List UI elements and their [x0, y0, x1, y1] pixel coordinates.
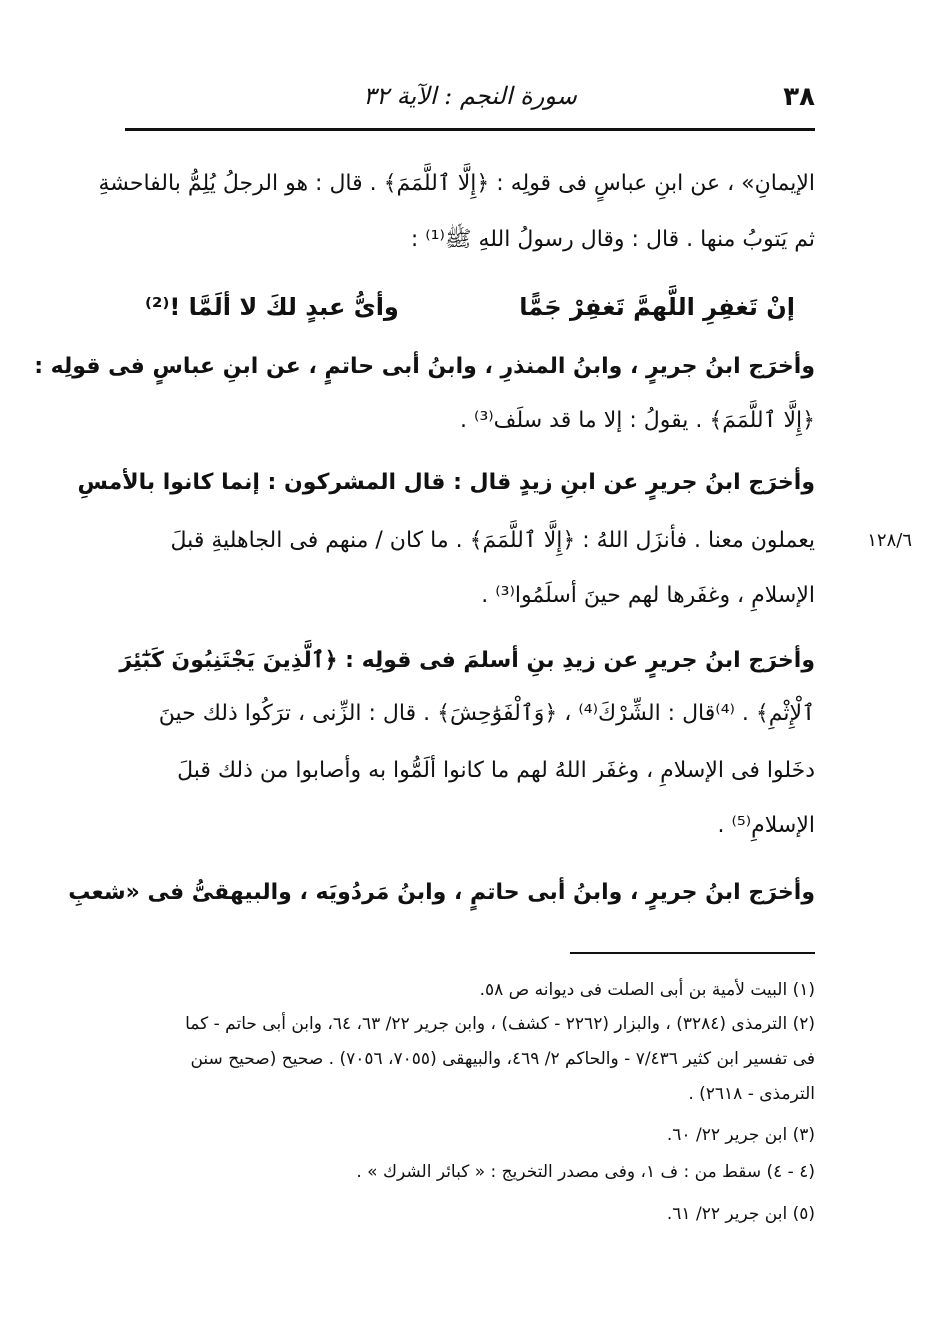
body-line: ﴿إِلَّا ٱللَّمَمَ﴾ . يقولُ : إلا ما قد سلَف⁽³⁾ .: [460, 408, 815, 433]
body-line: يعملون معنا . فأنزَل اللهُ : ﴿إِلَّا ٱللَّمَمَ﴾ . ما كان / منهم فى الجاهليةِ قبلَ: [170, 528, 815, 553]
poetry-verse: [125, 285, 815, 329]
body-line: ٱلْإِثْمِ﴾ . ⁽⁴⁾قال : الشِّرْكَ⁽⁴⁾ ، ﴿وَٱلْفَوَٰحِشَ﴾ . قال : الزِّنى ، ترَكُوا ذلك حينَ: [158, 701, 815, 726]
body-line: الإسلامِ ، وغفَرها لهم حينَ أسلَمُوا⁽³⁾ .: [481, 583, 815, 608]
body-line: وأخرَج ابنُ جريرٍ عن زيدِ بنِ أسلمَ فى قولِه : ﴿ٱلَّذِينَ يَجْتَنِبُونَ كَبَٰٓئِرَ: [119, 648, 815, 673]
footnote: (٢) الترمذى (٣٢٨٤) ، والبزار (٢٢٦٢ - كشف) ، وابن جرير ٢٢/ ٦٣، ٦٤، وابن أبى حاتم - كما: [185, 1014, 815, 1034]
footnote: (١) البيت لأمية بن أبى الصلت فى ديوانه ص ٥٨.: [479, 980, 815, 1000]
verse-hemistich-first: إنْ تَغفِرِ اللَّهمَّ تَغفِرْ جَمًّا: [519, 293, 795, 321]
footnote-rule: [570, 952, 815, 954]
body-line: الإسلامِ⁽⁵⁾ .: [717, 813, 815, 838]
running-title: سورة النجم : الآية ٣٢: [363, 82, 577, 110]
body-line: ثم يَتوبُ منها . قال : وقال رسولُ اللهِ ﷺ⁽¹⁾ :: [410, 227, 815, 252]
body-line: وأخرَج ابنُ جريرٍ ، وابنُ المنذرِ ، وابنُ أبى حاتمٍ ، عن ابنِ عباسٍ فى قولِه :: [34, 354, 815, 379]
body-line: وأخرَج ابنُ جريرٍ ، وابنُ أبى حاتمٍ ، وابنُ مَردُويَه ، والبيهقىُّ فى «شعبِ: [68, 880, 815, 905]
page-number: ٣٨: [783, 82, 815, 112]
footnote: فى تفسير ابن كثير ٧/٤٣٦ - والحاكم ٢/ ٤٦٩، والبيهقى (٧٠٥٥، ٧٠٥٦) . صحيح (صحيح سنن: [190, 1049, 815, 1069]
footnote: الترمذى - ٢٦١٨) .: [688, 1084, 815, 1104]
body-line: وأخرَج ابنُ جريرٍ عن ابنِ زيدٍ قال : قال المشركون : إنما كانوا بالأمسِ: [77, 470, 815, 495]
margin-reference: ١٢٨/٦: [867, 530, 912, 551]
body-line: الإيمانِ» ، عن ابنِ عباسٍ فى قولِه : ﴿إِلَّا ٱللَّمَمَ﴾ . قال : هو الرجلُ يُلِمُّ بالفاحشةِ: [98, 171, 815, 196]
footnote: (٣) ابن جرير ٢٢/ ٦٠.: [666, 1125, 815, 1145]
footnote: (٥) ابن جرير ٢٢/ ٦١.: [666, 1204, 815, 1224]
footnote: (٤ - ٤) سقط من : ف ١، وفى مصدر التخريج : « كبائر الشرك » .: [356, 1162, 815, 1182]
page-header: [125, 78, 815, 118]
body-line: دخَلوا فى الإسلامِ ، وغفَر اللهُ لهم ما كانوا ألَمُّوا به وأصابوا من ذلك قبلَ: [177, 758, 815, 783]
verse-hemistich-second: وأىُّ عبدٍ لكَ لا ألَمَّا !⁽²⁾: [145, 293, 399, 321]
header-rule: [125, 128, 815, 131]
